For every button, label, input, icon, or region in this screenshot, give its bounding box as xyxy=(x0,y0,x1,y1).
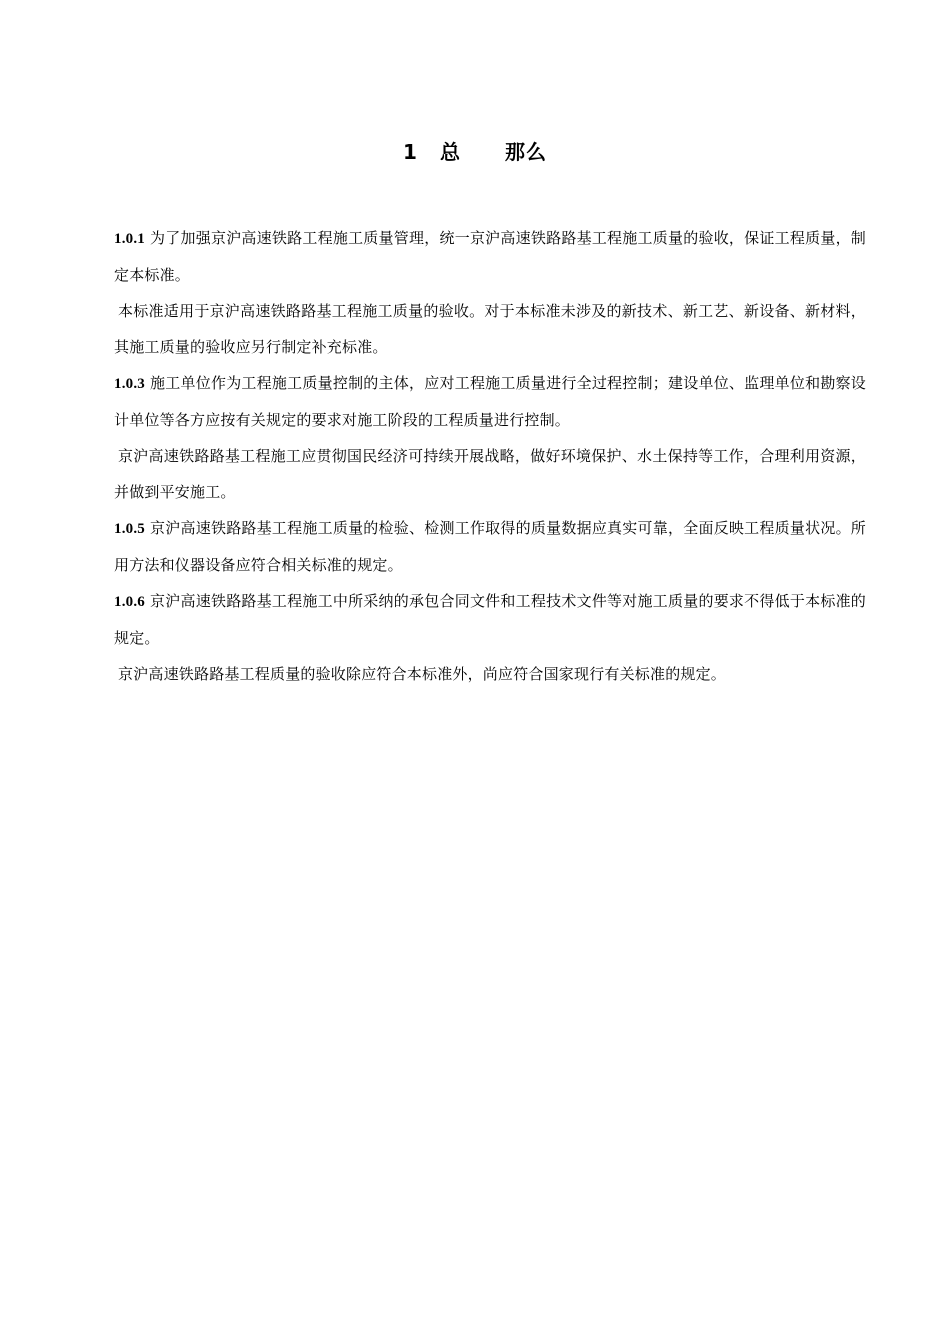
clause-number: 1.0.6 xyxy=(114,594,145,610)
chapter-number: 1 xyxy=(403,140,418,164)
chapter-title-word-2: 那么 xyxy=(504,140,547,164)
chapter-title-word-1: 总 xyxy=(439,140,461,164)
document-body xyxy=(114,220,866,692)
chapter-title xyxy=(0,138,950,166)
clause-number: 1.0.3 xyxy=(114,376,145,392)
clause-paragraph xyxy=(114,438,866,510)
clause-text: 本标准适用于京沪高速铁路路基工程施工质量的验收。对于本标准未涉及的新技术、新工艺、新设备、新材料，其施工质量的验收应另行制定补充标准。 xyxy=(114,302,866,356)
clause-paragraph xyxy=(114,510,866,583)
clause-paragraph xyxy=(114,220,866,293)
clause-paragraph xyxy=(114,293,866,365)
clause-text: 施工单位作为工程施工质量控制的主体，应对工程施工质量进行全过程控制；建设单位、监理单位和勘察设计单位等各方应按有关规定的要求对施工阶段的工程质量进行控制。 xyxy=(114,374,867,429)
clause-paragraph xyxy=(114,583,866,656)
clause-text: 京沪高速铁路路基工程施工中所采纳的承包合同文件和工程技术文件等对施工质量的要求不得低于本标准的规定。 xyxy=(114,592,867,647)
clause-number: 1.0.5 xyxy=(114,521,145,537)
clause-text: 京沪高速铁路路基工程质量的验收除应符合本标准外，尚应符合国家现行有关标准的规定。 xyxy=(118,665,727,683)
clause-text: 京沪高速铁路路基工程施工质量的检验、检测工作取得的质量数据应真实可靠，全面反映工程质量状况。所用方法和仪器设备应符合相关标准的规定。 xyxy=(114,519,867,574)
clause-text: 为了加强京沪高速铁路工程施工质量管理，统一京沪高速铁路路基工程施工质量的验收，保证工程质量，制定本标准。 xyxy=(114,229,867,284)
clause-paragraph xyxy=(114,365,866,438)
clause-number: 1.0.1 xyxy=(114,231,145,247)
clause-paragraph xyxy=(114,656,866,692)
clause-text: 京沪高速铁路路基工程施工应贯彻国民经济可持续开展战略，做好环境保护、水土保持等工作，合理利用资源，并做到平安施工。 xyxy=(114,447,866,501)
